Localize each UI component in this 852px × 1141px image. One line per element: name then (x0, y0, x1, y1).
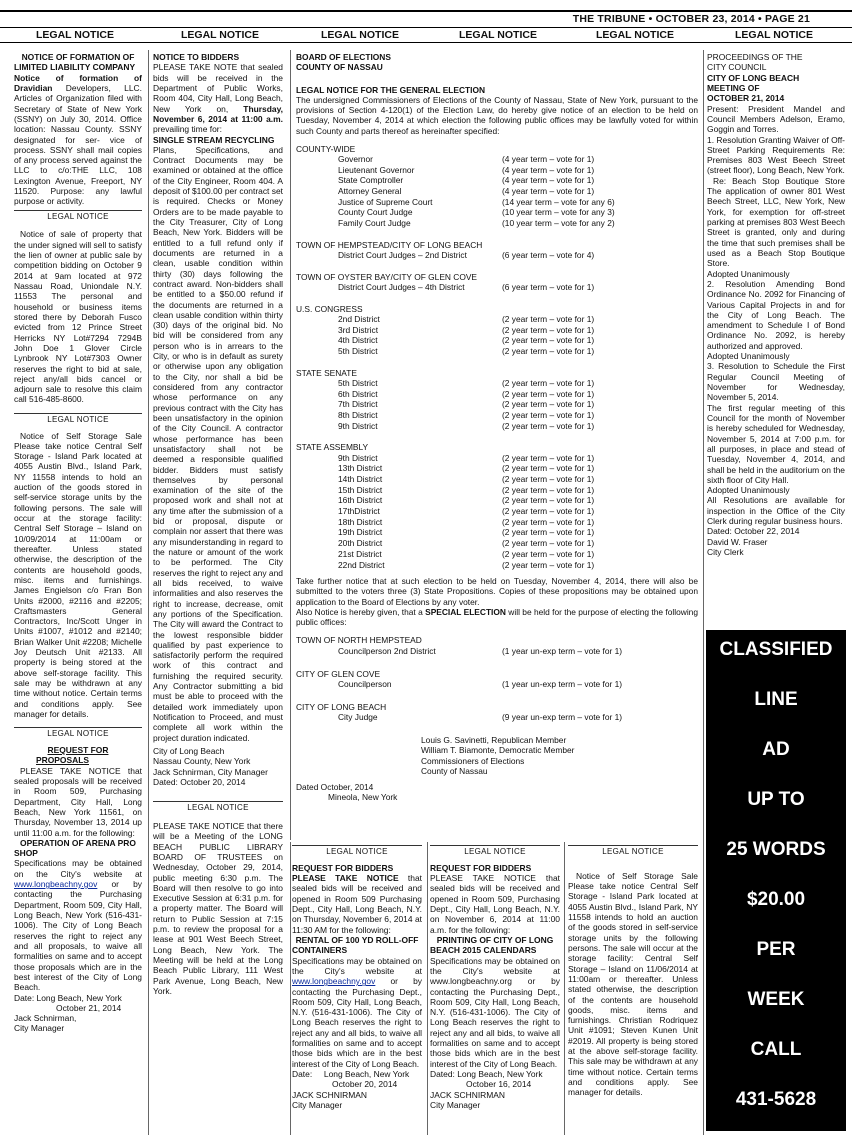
office-term: (9 year un-exp term – vote for 1) (502, 712, 623, 723)
office-name: 19th District (338, 527, 383, 538)
classified-line: CLASSIFIED (719, 639, 833, 660)
office-group (296, 368, 698, 432)
column-divider (703, 50, 704, 1135)
commissioner-county: County of Nassau (421, 765, 488, 776)
election-intro: The undersigned Commissioners of Elections of the County of Nassau, State of New York, pursuant to the provisions of Section 4-120(1) of the Election Law, do hereby give notice of an election to be held on Tuesday, November 4, 2014 at which election the following public offices may be lawfully voted for within such County and parts thereof as hereinafter specified: (296, 94, 698, 136)
calendar-sig: JACK SCHNIRMAN (430, 1089, 506, 1100)
office-row (296, 346, 698, 357)
office-name: 14th District (338, 474, 383, 484)
rental-notice (292, 842, 422, 1137)
rental-intro: PLEASE TAKE NOTICE that sealed bids will be received and opened in Room 509 Purchasing Dept., City Hall, Long Beach, N.Y. on Thursday, November 6, 2014 at 11:30 AM for the following: (292, 873, 422, 935)
office-row (296, 218, 698, 229)
proposal-date: Date: Long Beach, New York (14, 992, 122, 1003)
classified-line: CALL (750, 1039, 802, 1060)
bidders-intro: PLEASE TAKE NOTE that sealed bids will be received in the Department of Public Works, Room 404, City Hall, Long Beach, New York on, Thursday, November 6, 2014 at 11:00 a.m. prevailing time for: (153, 62, 283, 135)
office-name: State Comptroller (338, 175, 404, 186)
classified-line: UP TO (747, 789, 805, 810)
resolution-2: 2. Resolution Amending Bond Ordinance No. 2092 for Financing of Various Capital Projects in and for the City of Long Beach. The amendment to Schedule I of Bond Ordinance No. 2092, is hereby authorized and approved. (707, 278, 845, 351)
header-legal-notice-6: LEGAL NOTICE (735, 29, 813, 41)
office-row (296, 282, 698, 293)
classified-line: AD (762, 739, 790, 760)
office-name: 9th District (338, 420, 378, 431)
office-name: 9th District (338, 452, 378, 463)
masthead-title: THE TRIBUNE • OCTOBER 23, 2014 • PAGE 21 (572, 13, 810, 25)
formation-title: NOTICE OF FORMATION OF LIMITED LIABILITY COMPANY (14, 52, 136, 73)
office-name: 8th District (338, 410, 378, 420)
office-name: 5th District (338, 377, 378, 388)
office-row (296, 421, 698, 432)
office-name: 13th District (338, 463, 383, 474)
formation-notice: Notice of formation of Dravidian Developers, LLC. Articles of Organization filed with Secretary of State of New York (SSNY) on July 30, 2014. Office location: Nassau County. SSNY designated for ser- vice of process. SSNY shall mail copies of any process served against the LLC to c/o:THE LLC, 108 Lexington Avenue, Freeport, NY 11520. Purpose: any lawful purpose or activity. (14, 72, 142, 207)
office-row (296, 527, 698, 538)
sale-notice: Notice of sale of property that the under signed will sell to satisfy the lien of owner at public sale by competition bidding on October 9 2014 at 9am located at 972 Nassau Road, Uniondale N.Y. 11553 The personal and household or business items stored there by Deborah Fusco evicted from 12 Prince Street Herricks NY Lot#7294 7294B John Doe 1 Glover Circle Lynbrook NY Lot#7303 Owner reserves the right to bid at sale, reject any/all bids cancel or adjourn sale to resolve this claim call 516-485-8600. (14, 229, 142, 405)
office-group-heading: TOWN OF OYSTER BAY/CITY OF GLEN COVE (296, 271, 478, 282)
office-name: 2nd District (338, 313, 380, 324)
office-name: District Court Judges – 2nd District (338, 250, 467, 261)
calendar-body: Specifications may be obtained on the City's website at www.longbeachny.org or by contacting the Purchasing Dept., Room 509, City Hall, Long Beach, N.Y. (516-431-1006). The City of Long Beach reserves the right to reject any and all bids, to waive all formalities on same and to accept those bids which are in the best interest of the City of Long Beach. (430, 955, 560, 1069)
legal-notice-rule: LEGAL NOTICE (568, 845, 698, 857)
rental-sig-title: City Manager (292, 1099, 343, 1110)
office-name: 22nd District (338, 559, 385, 570)
calendar-sig-title: City Manager (430, 1099, 481, 1110)
storage-body-2: Notice of Self Storage Sale Please take notice Central Self Storage - Island Park located at 4055 Austin Blvd., Island Park, NY 11558 intends to hold an auction of the goods stored in self-service storage units by the following persons. The sale will occur at the storage facility: Central Self Storage – Island on 11/06/2014 at 11:00am or thereafter. Unless stated otherwise, the description of the contents are household goods, misc. items and furnishings. Christian Rodriquez Unit #1091; Steven Kunen Unit #2019. All property is being stored at the above self-storage facility. This sale may be withdrawn at any time without notice. Certain terms and conditions apply. See manager for details. (568, 870, 698, 1098)
classified-price: $20.00 (746, 889, 806, 910)
classified-line: LINE (754, 689, 798, 710)
office-group-heading: U.S. CONGRESS (296, 303, 363, 314)
office-term: (1 year un-exp term – vote for 1) (502, 645, 623, 656)
notice-to-bidders-title: NOTICE TO BIDDERS (153, 52, 240, 62)
proposal-item: OPERATION OF ARENA PRO SHOP (14, 837, 136, 859)
rental-body: Specifications may be obtained on the City's website at www.longbeachny.gov or by contacting the Purchasing Dept., Room 509, City Hall, Long Beach, N.Y. (516-431-1006). The City of Long Beach reserves the right to reject any and all bids, to waive all formalities on same and to accept those bids which are in the best interest of the City of Long Beach. (292, 955, 422, 1069)
office-row (296, 549, 698, 560)
office-group (296, 635, 698, 656)
office-term: (2 year term – vote for 1) (502, 335, 595, 346)
column-divider (427, 842, 428, 1135)
office-term: (2 year term – vote for 1) (502, 463, 595, 474)
office-group (296, 702, 698, 723)
column-2 (153, 52, 283, 1137)
resolution-3: 3. Resolution to Schedule the First Regular Council Meeting of November for Wednesday, November 5, 2014. (707, 361, 845, 403)
legal-notice-rule: LEGAL NOTICE (14, 727, 142, 739)
office-term: (2 year term – vote for 1) (502, 538, 595, 549)
office-row (296, 399, 698, 410)
office-row (296, 646, 698, 657)
office-term: (2 year term – vote for 1) (502, 313, 595, 324)
office-term: (2 year term – vote for 1) (502, 527, 595, 538)
classified-phone: 431-5628 (735, 1089, 817, 1110)
website-link[interactable]: www.longbeachny.gov (14, 879, 98, 890)
office-term: (2 year term – vote for 1) (502, 548, 595, 559)
office-name: 16th District (338, 495, 383, 506)
office-name: City Judge (338, 712, 378, 723)
column-divider (148, 50, 149, 1135)
legal-notice-rule: LEGAL NOTICE (14, 413, 142, 425)
office-row (296, 325, 698, 336)
classified-ad-box (706, 630, 846, 1131)
office-group (296, 442, 698, 570)
office-name: 21st District (338, 548, 382, 559)
office-row (296, 474, 698, 485)
office-term: (2 year term – vote for 1) (502, 495, 595, 506)
office-row (296, 560, 698, 571)
commissioner: William T. Biamonte, Democratic Member (421, 745, 575, 756)
office-term: (2 year term – vote for 1) (502, 420, 595, 431)
adopted: Adopted Unanimously (707, 485, 790, 496)
office-name: 7th District (338, 399, 378, 410)
proceedings-title: CITY OF LONG BEACH (707, 72, 800, 83)
office-name: 4th District (338, 335, 378, 346)
office-group-heading: CITY OF GLEN COVE (296, 668, 381, 679)
bidders-body: Plans, Specifications, and Contract Documents may be examined or obtained at the office of the City Engineer, Room 404. A deposit of $100.00 per contract set is required. Checks or Money Orders are to be made payable to the City Treasurer, City of Long Beach, New York. Bidders will be entitled to a full refund only if documents are returned in a clean, usable condition within thirty (30) days following the contract award. Non-bidders shall be entitled to a $50.00 refund if the documents are returned in a clean usable condition within thirty (30) days of the original bid. No bid will be considered from any person who is in arrears to the City, or who is in default as surety or otherwise upon any obligation to the City, nor shall a bid be considered from any contractor whose performance on any previous contract with the City has been unsatisfactory in the opinion of the City Council. A contractor whose performance has been unsatisfactory shall not be deemed a responsible qualified bidder. Bidders must satisfy themselves by personal examination of the site of the proposed work and shall not at any time after the submission of a bid or proposal, dispute or complain nor assert that there was any misunderstanding in regard to the nature or amount of the work to be performed. The City reserves the right to reject any and all bids received, to waive informalities and also reserves the right to increase, decrease, omit any portions of the Specification. The City will award the Contract to the lowest responsible bidder qualified by past experience to satisfactorily perform the required work of this contract and furnishing the required security. Any Contractor submitting a bid must be able to proceed with the detailed work immediately upon Notification to Proceed, and must complete all work within the project duration indicated. (153, 144, 283, 743)
adopted: Adopted Unanimously (707, 268, 790, 279)
proceedings-title: PROCEEDINGS OF THE (707, 52, 803, 62)
legal-notice-rule: LEGAL NOTICE (153, 801, 283, 813)
office-group-heading: STATE ASSEMBLY (296, 442, 369, 453)
office-row (296, 506, 698, 517)
office-term: (1 year un-exp term – vote for 1) (502, 678, 623, 689)
column-1 (14, 52, 142, 1137)
office-row (296, 410, 698, 421)
office-name: 5th District (338, 346, 378, 356)
office-row (296, 197, 698, 208)
column-divider (564, 842, 565, 1135)
bidders-sig: Nassau County, New York (153, 756, 251, 767)
office-row (296, 495, 698, 506)
office-name: Governor (338, 154, 373, 164)
office-row (296, 389, 698, 400)
office-term: (4 year term – vote for 1) (502, 154, 595, 164)
column-divider (290, 842, 291, 1135)
website-link[interactable]: www.longbeachny.gov (292, 976, 376, 987)
office-name: 15th District (338, 484, 383, 495)
election-notice (296, 52, 698, 842)
header-legal-notice-1: LEGAL NOTICE (36, 29, 114, 41)
bidders-sig: Jack Schnirman, City Manager (153, 766, 268, 777)
office-term: (4 year term – vote for 1) (502, 164, 595, 175)
office-row (296, 314, 698, 325)
office-term: (2 year term – vote for 1) (502, 474, 595, 484)
rental-item: RENTAL OF 100 YD ROLL-OFF CONTAINERS (292, 934, 419, 956)
classified-line: PER (756, 939, 796, 960)
resolution-3-body: The first regular meeting of this Council for the month of November is hereby scheduled for Wednesday, November 5, 2014 at 7:00 p.m. for all purposes, in place and stead of Tuesday, November 4, 2014, and shall be held in the auditorium on the sixth floor of City Hall. (707, 402, 845, 485)
proposal-sign-title: City Manager (14, 1023, 65, 1034)
office-term: (10 year term – vote for any 3) (502, 207, 615, 218)
adopted: Adopted Unanimously (707, 351, 790, 362)
proposal-title: REQUEST FOR PROPOSALS (36, 745, 109, 766)
office-row (296, 186, 698, 197)
office-group-heading: STATE SENATE (296, 367, 357, 378)
office-row (296, 485, 698, 496)
office-term: (2 year term – vote for 1) (502, 410, 595, 420)
office-group-heading: TOWN OF HEMPSTEAD/CITY OF LONG BEACH (296, 239, 483, 250)
council-proceedings (707, 52, 845, 627)
header-legal-notice-3: LEGAL NOTICE (321, 29, 399, 41)
office-term: (2 year term – vote for 1) (502, 484, 595, 495)
storage-notice: Notice of Self Storage Sale Please take notice Central Self Storage - Island Park located at 4055 Austin Blvd., Island Park, NY 11558 intends to hold an auction of the goods stored in self-service storage units by the following persons. The sale will occur at the storage facility: Central Self Storage – Island on 10/09/2014 at 11:00am or thereafter. Unless stated otherwise, the description of the contents are household goods, misc. items and furnishings. James Engielson c/o Fran Bon Units #2000, #2116 and #2205; Craftsmasters General Contractors, Inc/Scott Unger in Units #1007, #1012 and #2140; Brian Walker Unit #2208; Michelle Joy Deutsch Unit #2133. All property is being stored at the above self-storage facility. This sale may be withdrawn at any time without notice. Certain terms and conditions apply. See manager for details. (14, 430, 142, 719)
office-row (296, 378, 698, 389)
column-divider (290, 50, 291, 840)
office-group-heading: CITY OF LONG BEACH (296, 701, 387, 712)
office-term: (2 year term – vote for 1) (502, 516, 595, 527)
office-row (296, 463, 698, 474)
proceedings-dated: Dated: October 22, 2014 (707, 526, 800, 537)
proposal-intro: PLEASE TAKE NOTICE that sealed proposals will be received in Room 509, Purchasing Department, City Hall, Long Beach, New York 11561, on Thursday, November 13, 2014 up until 11:00 a.m. for the following: (14, 765, 142, 838)
office-group (296, 144, 698, 229)
proceedings-title: MEETING OF (707, 82, 760, 93)
office-term: (2 year term – vote for 1) (502, 388, 595, 399)
office-name: Councilperson (338, 678, 392, 689)
election-title: LEGAL NOTICE FOR THE GENERAL ELECTION (296, 84, 486, 95)
office-row (296, 335, 698, 346)
election-title: BOARD OF ELECTIONS (296, 52, 391, 62)
proceedings-date: OCTOBER 21, 2014 (707, 93, 785, 104)
rental-date2: October 20, 2014 (332, 1079, 398, 1090)
proceedings-title: CITY COUNCIL (707, 62, 767, 73)
office-group-heading: TOWN OF NORTH HEMPSTEAD (296, 635, 422, 646)
office-row (296, 453, 698, 464)
office-name: 3rd District (338, 324, 379, 335)
special-groups (296, 635, 698, 723)
header-legal-notice-4: LEGAL NOTICE (459, 29, 537, 41)
office-groups (296, 144, 698, 570)
calendar-date: Dated: Long Beach, New York (430, 1069, 543, 1079)
calendar-intro: PLEASE TAKE NOTICE that sealed bids will be received and opened in Room 509, Purchasing Dept., City Hall, Long Beach, N.Y. on November 6, 2014 at 11:00 a.m. for the following: (430, 873, 560, 935)
header-row (0, 27, 852, 43)
office-row (296, 154, 698, 165)
office-group (296, 272, 698, 293)
office-term: (2 year term – vote for 1) (502, 452, 595, 463)
office-term: (2 year term – vote for 1) (502, 506, 595, 517)
legal-notice-rule: LEGAL NOTICE (430, 845, 560, 857)
office-group (296, 669, 698, 690)
office-group (296, 240, 698, 261)
office-term: (14 year term – vote for any 6) (502, 196, 615, 207)
calendar-notice (430, 842, 560, 1137)
proposal-date2: October 21, 2014 (56, 1002, 122, 1013)
bidders-item: SINGLE STREAM RECYCLING (153, 134, 275, 145)
office-term: (6 year term – vote for 4) (502, 250, 595, 261)
bidders-sig: City of Long Beach (153, 745, 225, 756)
office-term: (2 year term – vote for 1) (502, 346, 595, 356)
office-name: Family Court Judge (338, 218, 411, 229)
election-dated: Dated October, 2014 (296, 782, 374, 793)
bidders-date: Dated: October 20, 2014 (153, 776, 246, 787)
office-name: Attorney General (338, 186, 402, 197)
clerk-title: City Clerk (707, 547, 744, 557)
resolution-1: 1. Resolution Granting Waiver of Off-Street Parking Requirements Re: Premises 803 West Beech Street (street floor), Long Beach, New York. (707, 134, 845, 176)
rental-title: REQUEST FOR BIDDERS (292, 862, 394, 873)
office-name: 6th District (338, 388, 378, 399)
library-meeting-notice: PLEASE TAKE NOTICE that there will be a Meeting of the LONG BEACH PUBLIC LIBRARY BOARD OF TRUSTEES on Wednesday, October 29, 2014, public meeting 6:30 p.m. The Board will then resolve to go into Executive Session at 6:31 p.m. for a property matter. The Board will return to Public Session at 7:15 p.m. to review the proposal for a lease at 901 West Beech Street, Long Beach, New York. The Meeting will be held at the Long Beach Public Library, 111 West Park Avenue, Long Beach, New York. (153, 820, 283, 996)
office-term: (4 year term – vote for 1) (502, 175, 595, 186)
office-name: Lieutenant Governor (338, 164, 415, 175)
clerk-name: David W. Fraser (707, 536, 768, 547)
header-legal-notice-5: LEGAL NOTICE (596, 29, 674, 41)
legal-notice-rule: LEGAL NOTICE (14, 210, 142, 222)
present-members: Present: President Mandel and Council Members Adelson, Eramo, Goggin and Torres. (707, 103, 845, 135)
commissioner: Louis G. Savinetti, Republican Member (421, 735, 567, 746)
office-name: Justice of Supreme Court (338, 196, 433, 207)
office-row (296, 207, 698, 218)
office-name: 20th District (338, 538, 383, 549)
office-term: (10 year term – vote for any 2) (502, 218, 615, 229)
calendar-title: REQUEST FOR BIDDERS (430, 862, 532, 873)
office-name: District Court Judges – 4th District (338, 282, 465, 292)
legal-notice-rule: LEGAL NOTICE (292, 845, 422, 857)
proceedings-closing: All Resolutions are available for inspection in the Office of the City Clerk during regular business hours. (707, 495, 845, 527)
masthead (0, 10, 852, 26)
office-name: 18th District (338, 516, 383, 527)
office-row (296, 538, 698, 549)
office-name: County Court Judge (338, 207, 413, 218)
office-row (296, 679, 698, 690)
resolution-1-body: Re: Beach Stop Boutique Store The application of owner 801 West Beech Street, LLC, New York, New York, for exemption for off-street parking at premises 803 West Beech Street is granted, only and during the time that such premises shall be used as a Beach Stop Boutique Store. (707, 175, 845, 269)
office-name: Councilperson 2nd District (338, 645, 436, 656)
calendar-item: PRINTING OF CITY OF LONG BEACH 2015 CALENDARS (430, 934, 554, 956)
office-term: (6 year term – vote for 1) (502, 282, 595, 292)
header-legal-notice-2: LEGAL NOTICE (181, 29, 259, 41)
classified-line: 25 WORDS (726, 839, 826, 860)
classified-line: WEEK (747, 989, 805, 1010)
election-title: COUNTY OF NASSAU (296, 62, 383, 73)
office-term: (2 year term – vote for 1) (502, 324, 595, 335)
election-place: Mineola, New York (328, 792, 398, 803)
calendar-date2: October 16, 2014 (466, 1079, 532, 1090)
office-term: (2 year term – vote for 1) (502, 399, 595, 410)
office-row (296, 712, 698, 723)
rental-date: Date: Long Beach, New York (292, 1069, 410, 1079)
office-term: (2 year term – vote for 1) (502, 559, 595, 570)
special-election-notice: Also Notice is hereby given, that a SPECIAL ELECTION will be held for the purpose of electing the following public offices: (296, 606, 698, 628)
office-group-heading: COUNTY-WIDE (296, 143, 356, 154)
commissioner-title: Commissioners of Elections (421, 755, 525, 766)
office-row (296, 250, 698, 261)
office-group (296, 304, 698, 357)
office-row (296, 175, 698, 186)
proposal-body: Specifications may be obtained on the City's website at www.longbeachny.gov or by contacting the Purchasing Department, Room 509, City Hall, Long Beach, New York (516-431-1006). The City of Long Beach reserves the right to reject any and all proposals, to waive all formalities on same and to accept those proposals which are in the best interest of the City of Long Beach. (14, 858, 142, 993)
office-term: (2 year term – vote for 1) (502, 377, 595, 388)
rental-sig: JACK SCHNIRMAN (292, 1089, 368, 1100)
propositions-notice: Take further notice that at such election to be held on Tuesday, November 4, 2014, there will also be submitted to the voters three (3) State Propositions. Copies of these propositions may be obtained upon application to the Board of Elections by any voter. (296, 576, 698, 607)
proposal-sign: Jack Schnirman, (14, 1013, 77, 1024)
office-term: (4 year term – vote for 1) (502, 186, 595, 197)
office-name: 17thDistrict (338, 506, 380, 517)
storage-notice-2 (568, 842, 698, 1137)
office-row (296, 517, 698, 528)
office-row (296, 165, 698, 176)
